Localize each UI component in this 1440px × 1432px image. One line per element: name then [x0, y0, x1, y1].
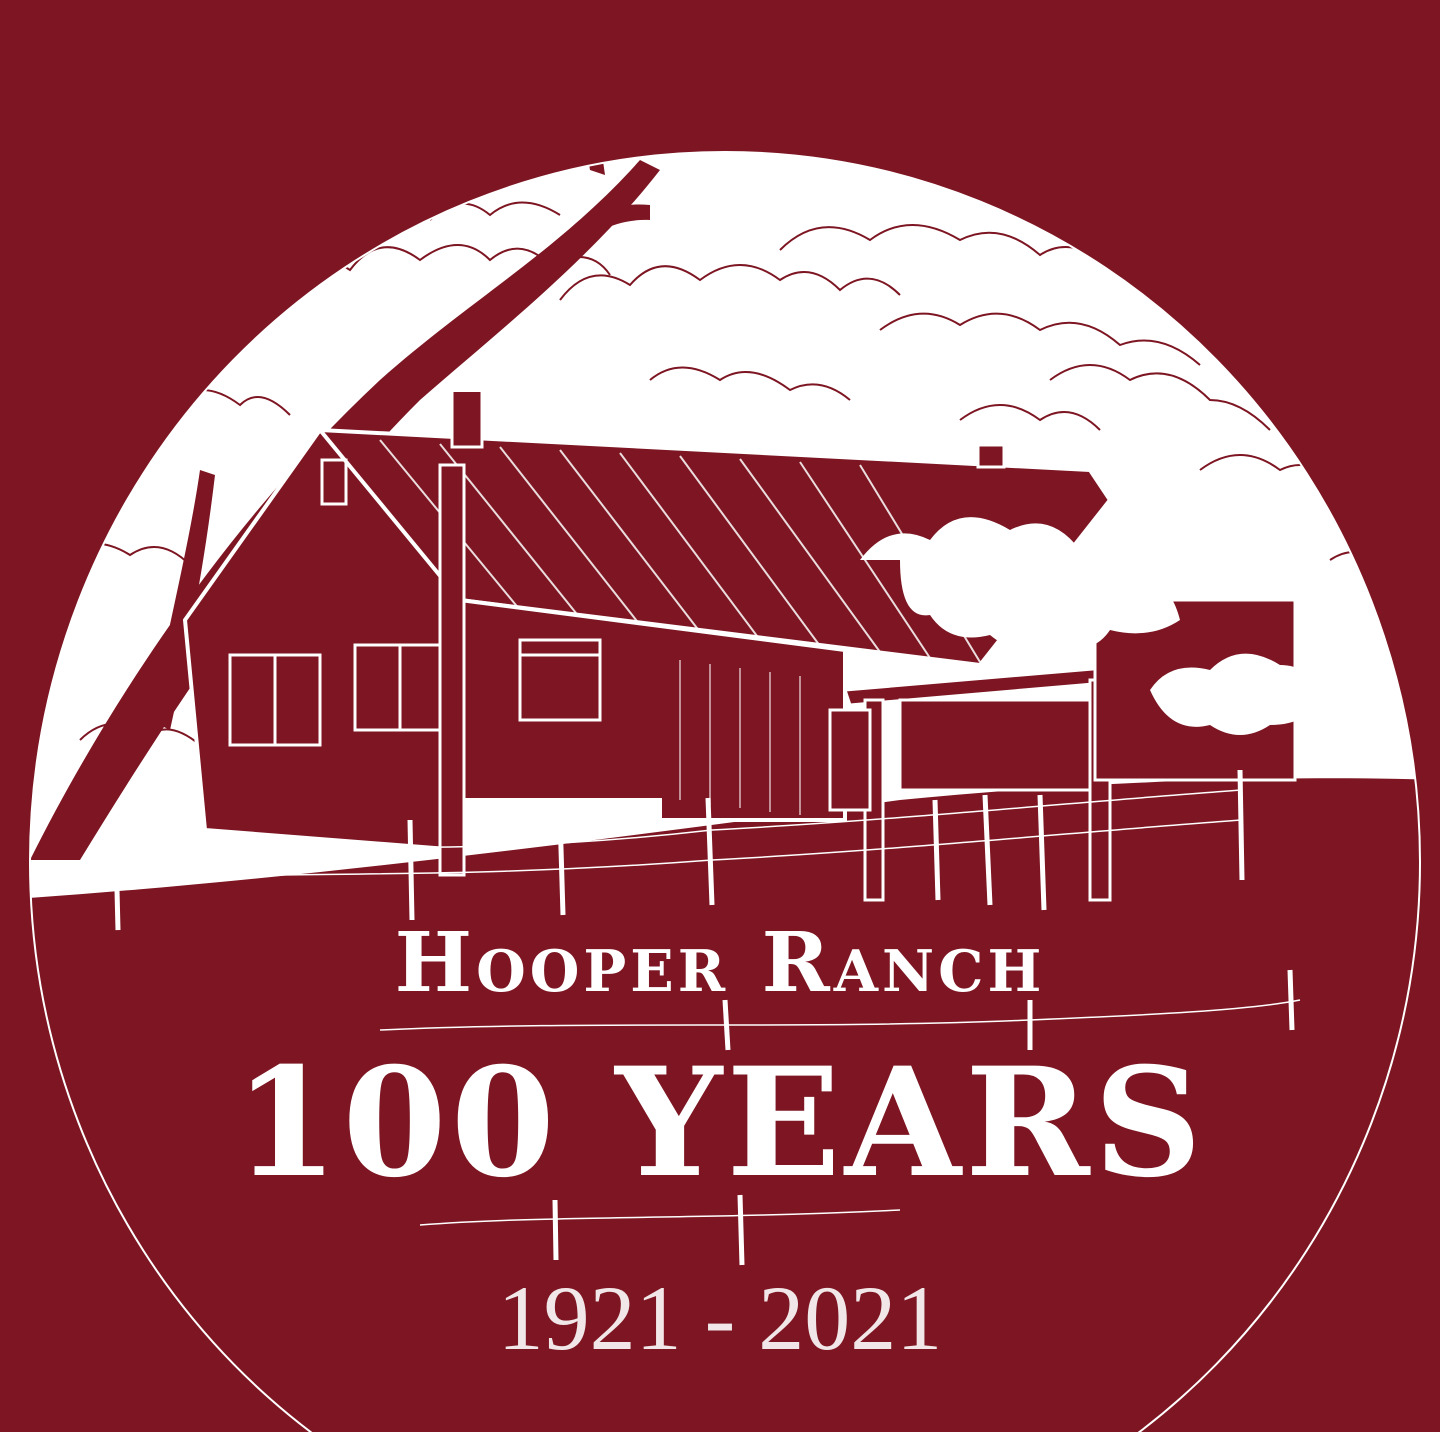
ranch-title: Hooper Ranch: [394, 915, 1046, 1011]
anniversary-title: 100 YEARS: [233, 1035, 1207, 1211]
date-range: 1921 - 2021: [497, 1267, 943, 1369]
